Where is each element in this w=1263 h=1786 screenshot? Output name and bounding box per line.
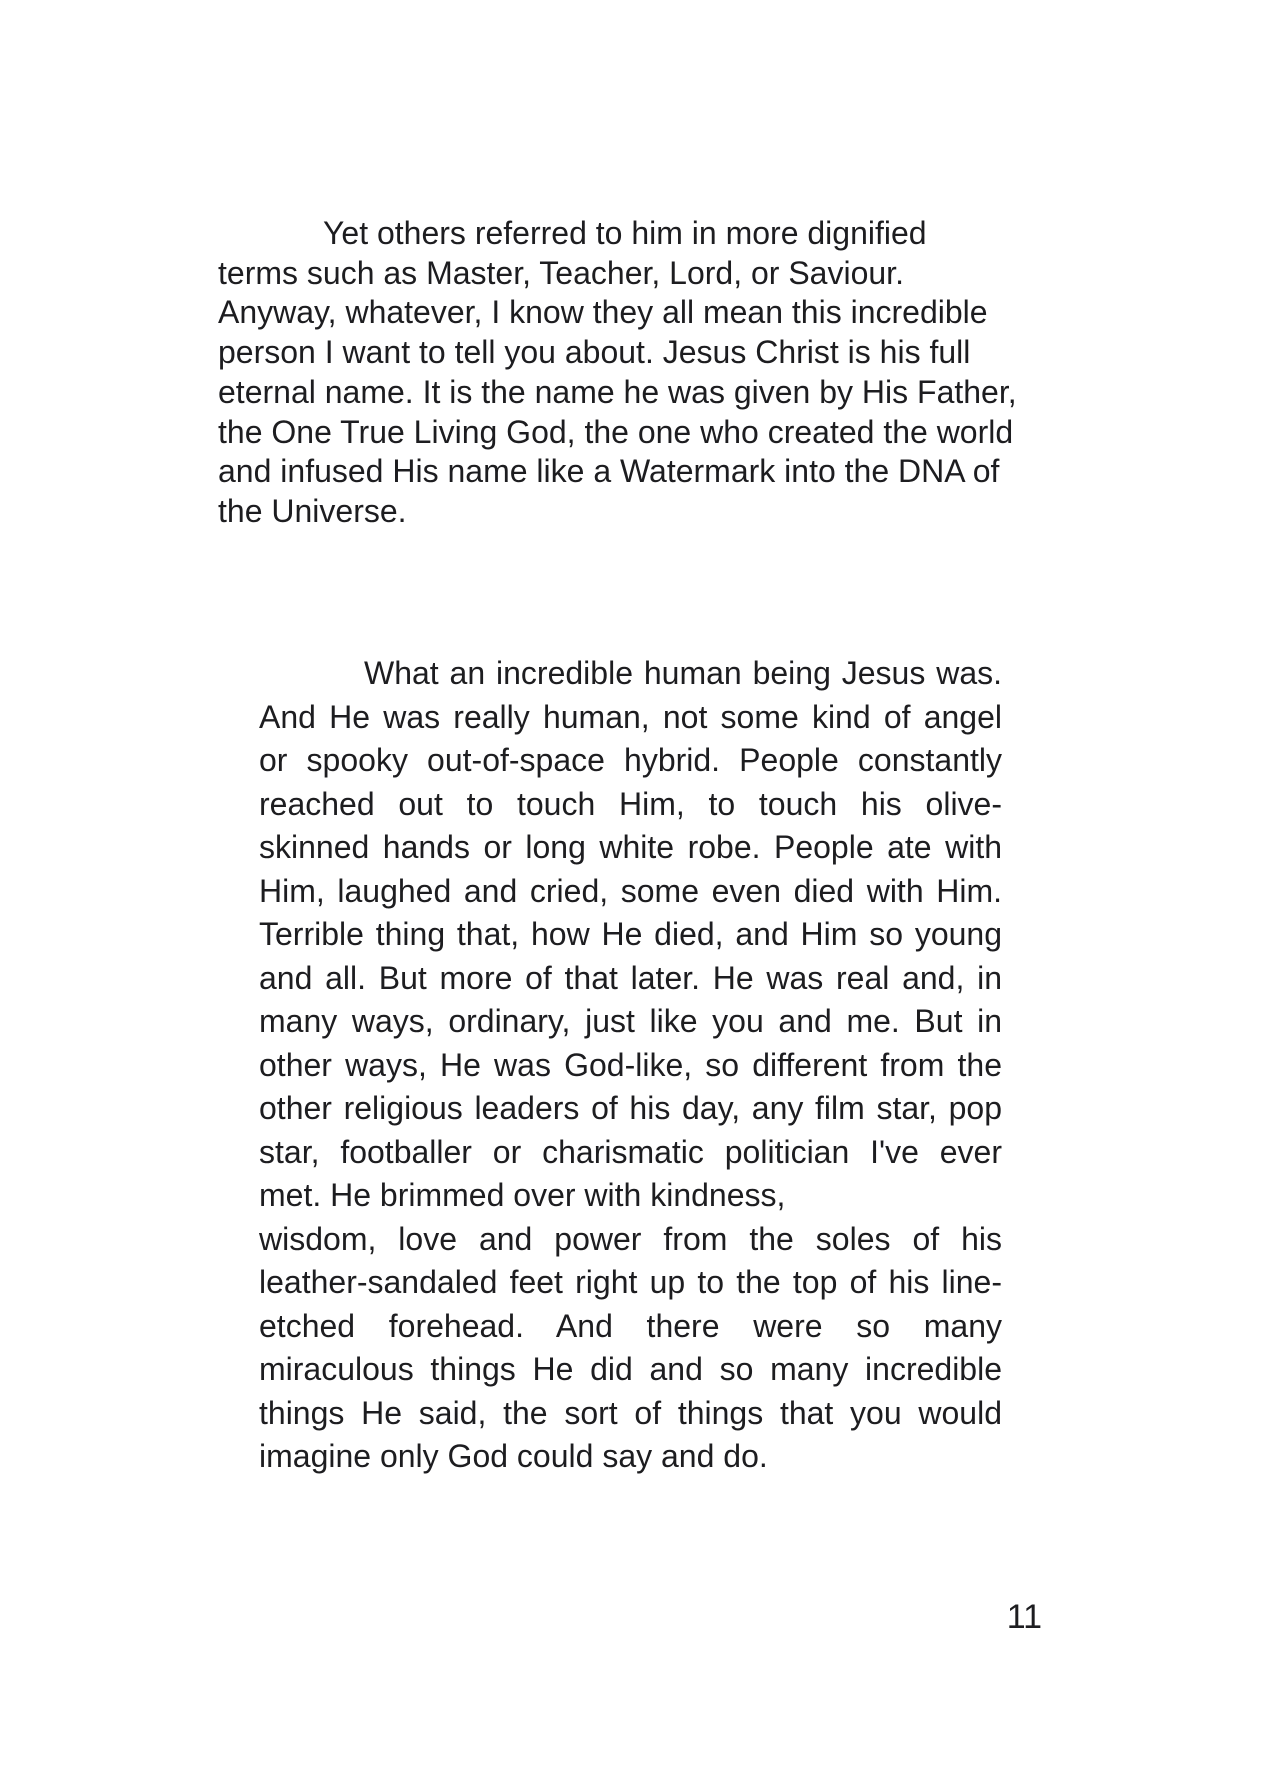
text-line: imagine only God could say and do. — [259, 1438, 768, 1474]
text-line: the Universe. — [218, 492, 407, 529]
text-line: eternal name. It is the name he was given by His Father, — [218, 373, 1017, 410]
text-line: other ways, He was God-like, so different from the — [259, 1046, 1002, 1083]
text-line: reached out to touch Him, to touch his olive- — [259, 785, 1002, 822]
text-line: person I want to tell you about. Jesus Christ is his full — [218, 334, 971, 371]
text-line: other religious leaders of his day, any film star, pop — [259, 1090, 1002, 1126]
paragraph-body — [259, 652, 1002, 1479]
text-line: and infused His name like a Watermark into the DNA of — [218, 453, 1000, 490]
text-line: terms such as Master, Teacher, Lord, or Saviour. — [218, 254, 904, 291]
text-line: What an incredible human being Jesus was. — [364, 655, 1002, 691]
text-line: or spooky out-of-space hybrid. People constantly — [259, 742, 1002, 778]
text-line: the One True Living God, the one who created the world — [218, 413, 1014, 450]
text-line: and all. But more of that later. He was real and, in — [259, 959, 1002, 996]
text-line: star, footballer or charismatic politician I've ever — [259, 1133, 1002, 1170]
text-line: things He said, the sort of things that you would — [259, 1394, 1002, 1431]
text-line: skinned hands or long white robe. People ate with — [259, 829, 1002, 865]
text-line: leather-sandaled feet right up to the top of his line- — [259, 1264, 1002, 1300]
text-line: Terrible thing that, how He died, and Him so young — [259, 916, 1002, 952]
text-line: met. He brimmed over with kindness, — [259, 1177, 786, 1213]
text-line: Yet others referred to him in more dignified — [323, 215, 927, 251]
paragraph-intro — [218, 214, 1063, 532]
page-number: 11 — [1006, 1598, 1042, 1636]
text-line: many ways, ordinary, just like you and me. But in — [259, 1003, 1002, 1039]
text-line: And He was really human, not some kind of angel — [259, 698, 1002, 735]
text-line: Anyway, whatever, I know they all mean this incredible — [218, 294, 988, 331]
text-line: wisdom, love and power from the soles of his — [259, 1220, 1002, 1257]
text-line: Him, laughed and cried, some even died with Him. — [259, 872, 1002, 909]
text-line: miraculous things He did and so many incredible — [259, 1351, 1002, 1387]
text-line: etched forehead. And there were so many — [259, 1307, 1002, 1344]
